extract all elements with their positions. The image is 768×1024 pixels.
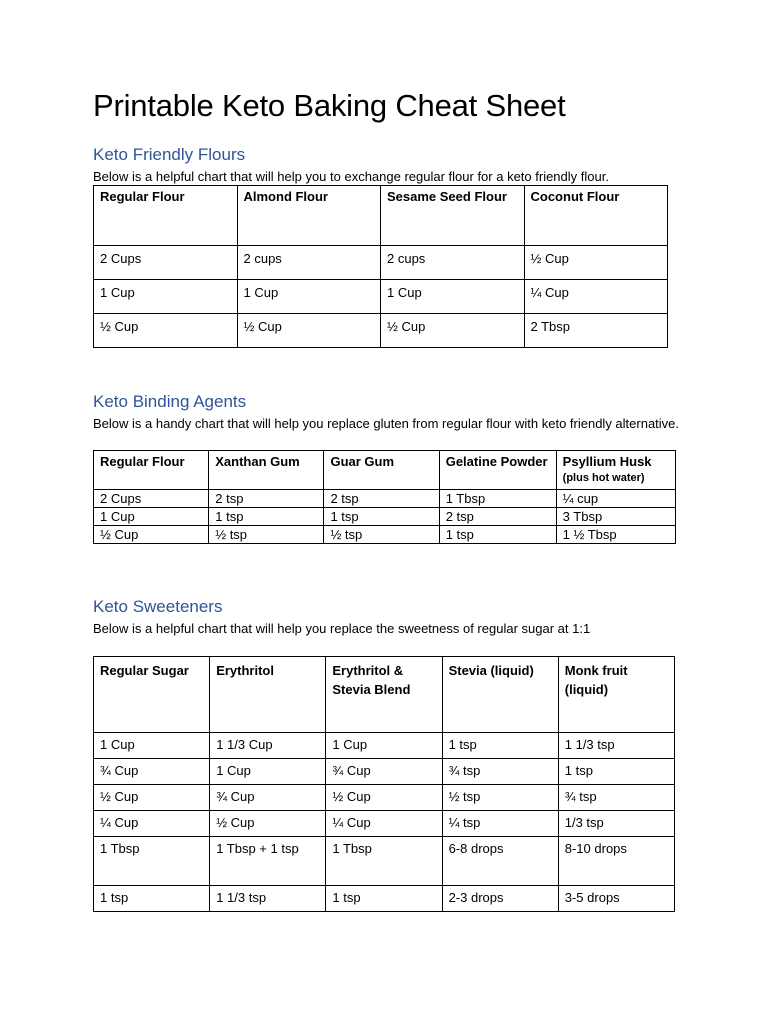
table-cell: 3-5 drops bbox=[558, 886, 674, 912]
header-note: (plus hot water) bbox=[562, 472, 645, 484]
table-cell: 1 Cup bbox=[326, 733, 442, 759]
table-row bbox=[94, 811, 675, 837]
table-cell: ¼ Cup bbox=[94, 811, 210, 837]
table-cell: 1 Cup bbox=[381, 280, 525, 314]
psyllium-husk-label: Psyllium Husk bbox=[562, 454, 652, 469]
table-cell: 2 cups bbox=[237, 246, 381, 280]
table-header-cell: Almond Flour bbox=[237, 186, 381, 246]
table-row bbox=[94, 886, 675, 912]
table-cell: 1 tsp bbox=[558, 759, 674, 785]
table-cell: 1 Tbsp bbox=[94, 837, 210, 886]
flours-intro: Below is a helpful chart that will help you to exchange regular flour for a keto friendly flour. bbox=[93, 169, 609, 184]
table-row bbox=[94, 733, 675, 759]
table-cell: 2 cups bbox=[381, 246, 525, 280]
table-cell: 2 Cups bbox=[94, 246, 238, 280]
table-cell: ½ tsp bbox=[442, 785, 558, 811]
table-row bbox=[94, 785, 675, 811]
flours-heading: Keto Friendly Flours bbox=[93, 145, 246, 164]
table-cell: 1 tsp bbox=[326, 886, 442, 912]
table-cell: 6-8 drops bbox=[442, 837, 558, 886]
table-header-cell: Monk fruit (liquid) bbox=[558, 657, 674, 733]
table-cell: 1 Tbsp bbox=[326, 837, 442, 886]
table-row bbox=[94, 526, 676, 544]
table-cell: 1 1/3 tsp bbox=[210, 886, 326, 912]
table-cell: ½ tsp bbox=[209, 526, 324, 544]
table-header-cell: Xanthan Gum bbox=[209, 451, 324, 490]
table-row bbox=[94, 314, 668, 348]
table-row bbox=[94, 280, 668, 314]
table-header-cell: Regular Flour bbox=[94, 451, 209, 490]
table-cell: 1 Cup bbox=[94, 508, 209, 526]
table-cell: 2 Tbsp bbox=[524, 314, 668, 348]
table-cell: 1 tsp bbox=[94, 886, 210, 912]
table-cell: 1 Tbsp + 1 tsp bbox=[210, 837, 326, 886]
table-header-row bbox=[94, 657, 675, 733]
table-cell: 1 Cup bbox=[94, 733, 210, 759]
table-cell: ¾ Cup bbox=[210, 785, 326, 811]
page-title: Printable Keto Baking Cheat Sheet bbox=[93, 88, 566, 123]
table-cell: ¼ Cup bbox=[524, 280, 668, 314]
table-cell: 1 1/3 tsp bbox=[558, 733, 674, 759]
table-header-cell: Stevia (liquid) bbox=[442, 657, 558, 733]
table-cell: 1 tsp bbox=[439, 526, 556, 544]
table-header-cell: Guar Gum bbox=[324, 451, 439, 490]
table-cell: 3 Tbsp bbox=[556, 508, 675, 526]
table-cell: 1/3 tsp bbox=[558, 811, 674, 837]
table-cell: ¼ Cup bbox=[326, 811, 442, 837]
table-cell: 2 tsp bbox=[324, 490, 439, 508]
table-cell: ¾ Cup bbox=[94, 759, 210, 785]
table-cell: ¾ tsp bbox=[558, 785, 674, 811]
table-cell: ½ Cup bbox=[326, 785, 442, 811]
table-cell: ½ Cup bbox=[381, 314, 525, 348]
table-cell: ½ Cup bbox=[94, 314, 238, 348]
table-header-cell bbox=[556, 451, 675, 490]
table-row bbox=[94, 246, 668, 280]
table-cell: 1 Tbsp bbox=[439, 490, 556, 508]
table-cell: ¾ Cup bbox=[326, 759, 442, 785]
table-row bbox=[94, 837, 675, 886]
table-cell: ½ Cup bbox=[210, 811, 326, 837]
sweeteners-heading: Keto Sweeteners bbox=[93, 597, 223, 616]
table-header-cell: Erythritol & Stevia Blend bbox=[326, 657, 442, 733]
table-cell: ¼ cup bbox=[556, 490, 675, 508]
table-cell: 1 tsp bbox=[442, 733, 558, 759]
table-header-cell: Regular Flour bbox=[94, 186, 238, 246]
binding-heading: Keto Binding Agents bbox=[93, 392, 247, 411]
table-cell: 2 tsp bbox=[209, 490, 324, 508]
table-header-cell: Erythritol bbox=[210, 657, 326, 733]
table-cell: ½ Cup bbox=[524, 246, 668, 280]
sweeteners-table bbox=[93, 656, 675, 912]
table-row bbox=[94, 508, 676, 526]
table-row bbox=[94, 490, 676, 508]
table-cell: ¾ tsp bbox=[442, 759, 558, 785]
table-cell: 1 Cup bbox=[94, 280, 238, 314]
table-header-cell: Coconut Flour bbox=[524, 186, 668, 246]
sweeteners-intro: Below is a helpful chart that will help you replace the sweetness of regular sugar at 1:1 bbox=[93, 621, 591, 636]
table-cell: 2 Cups bbox=[94, 490, 209, 508]
table-cell: ½ Cup bbox=[94, 526, 209, 544]
table-header-cell: Regular Sugar bbox=[94, 657, 210, 733]
table-cell: ½ tsp bbox=[324, 526, 439, 544]
table-row bbox=[94, 759, 675, 785]
table-header-row bbox=[94, 451, 676, 490]
table-header-row bbox=[94, 186, 668, 246]
table-cell: 1 Cup bbox=[237, 280, 381, 314]
table-header-cell: Sesame Seed Flour bbox=[381, 186, 525, 246]
table-cell: 1 ½ Tbsp bbox=[556, 526, 675, 544]
table-cell: 2 tsp bbox=[439, 508, 556, 526]
table-cell: 2-3 drops bbox=[442, 886, 558, 912]
table-cell: 1 1/3 Cup bbox=[210, 733, 326, 759]
flours-table bbox=[93, 185, 668, 348]
table-cell: ¼ tsp bbox=[442, 811, 558, 837]
table-cell: ½ Cup bbox=[237, 314, 381, 348]
table-cell: ½ Cup bbox=[94, 785, 210, 811]
table-header-cell: Gelatine Powder bbox=[439, 451, 556, 490]
table-cell: 8-10 drops bbox=[558, 837, 674, 886]
table-cell: 1 tsp bbox=[324, 508, 439, 526]
binding-intro: Below is a handy chart that will help you replace gluten from regular flour with keto friendly alternative. bbox=[93, 416, 680, 431]
table-cell: 1 Cup bbox=[210, 759, 326, 785]
table-cell: 1 tsp bbox=[209, 508, 324, 526]
binding-table bbox=[93, 450, 676, 544]
